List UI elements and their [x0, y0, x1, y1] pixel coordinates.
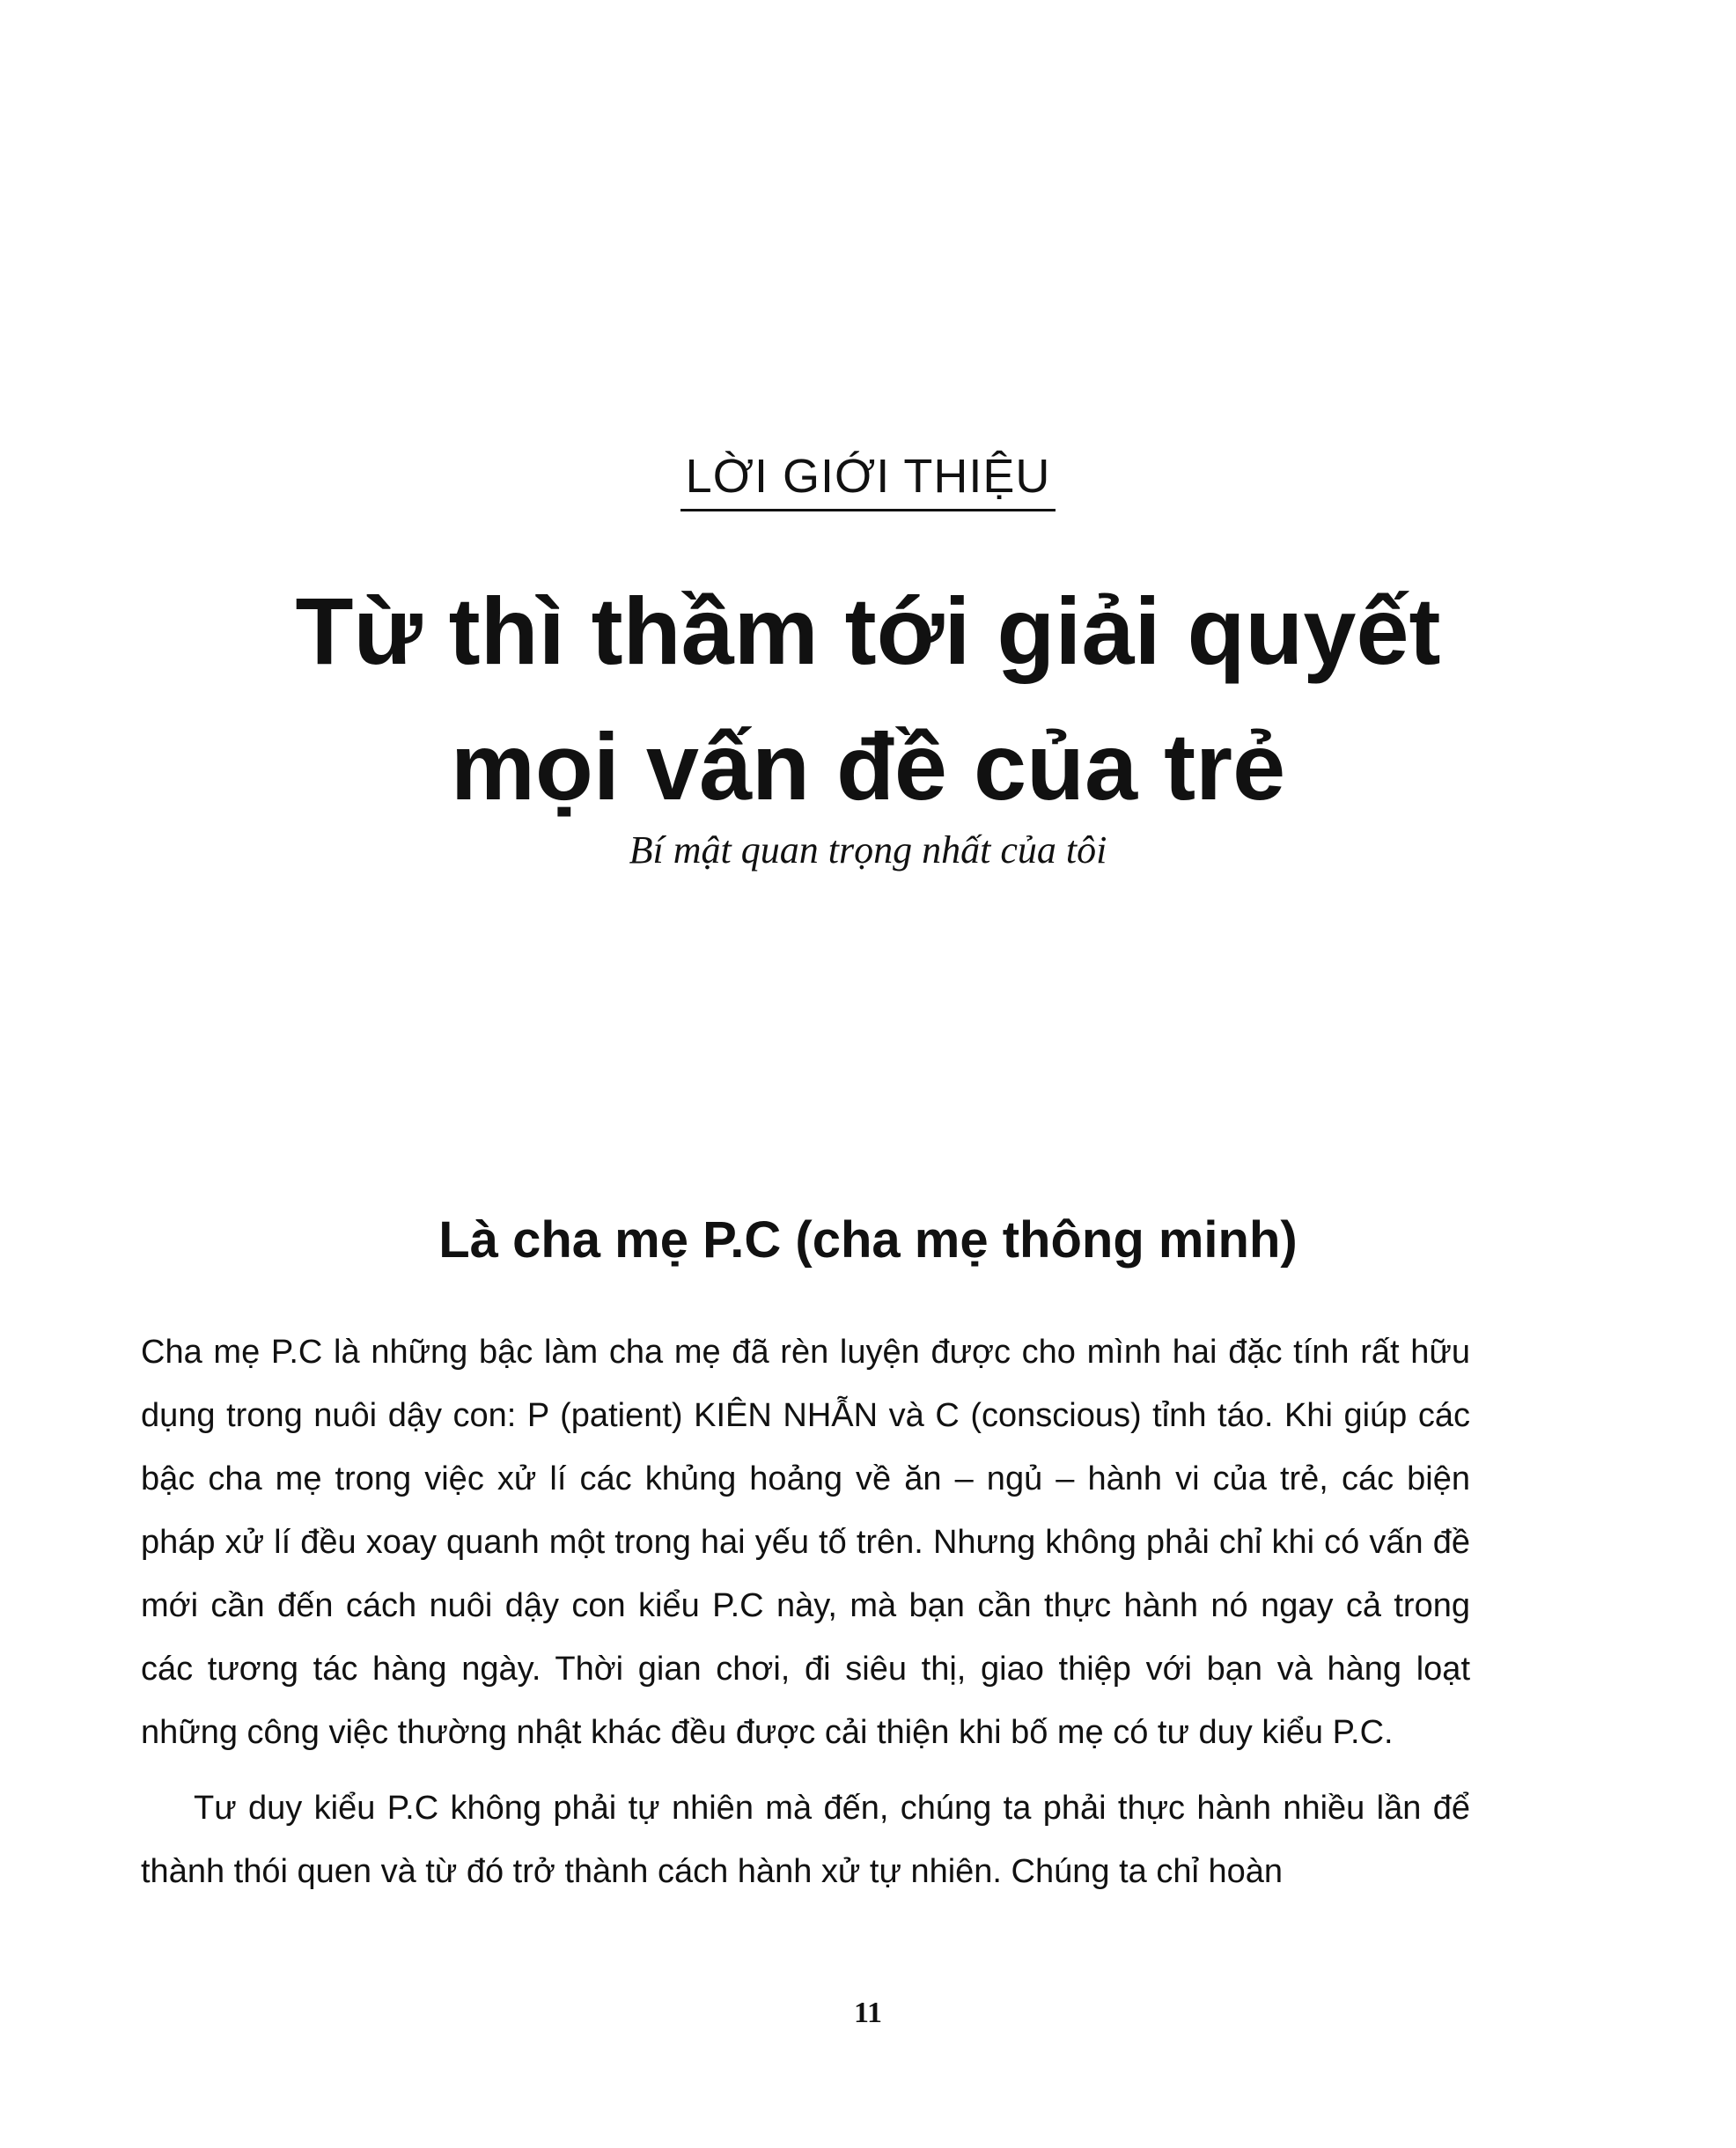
paragraph: Cha mẹ P.C là những bậc làm cha mẹ đã rèn luyện được cho mình hai đặc tính rất hữu dụng trong nuôi dậy con: P (patient) KIÊN NHẪN và C (conscious) tỉnh táo. Khi giúp các bậc cha mẹ trong việc xử lí các khủng hoảng về ăn – ngủ – hành vi của trẻ, các biện pháp xử lí đều xoay quanh một trong hai yếu tố trên. Nhưng không phải chỉ khi có vấn đề mới cần đến cách nuôi dậy con kiểu P.C này, mà bạn cần thực hành nó ngay cả trong các tương tác hàng ngày. Thời gian chơi, đi siêu thị, giao thiệp với bạn và hàng loạt những công việc thường nhật khác đều được cải thiện khi bố mẹ có tư duy kiểu P.C. — [141, 1334, 1470, 1751]
paragraph: Tư duy kiểu P.C không phải tự nhiên mà đến, chúng ta phải thực hành nhiều lần để thành thói quen và từ đó trở thành cách hành xử tự nhiên. Chúng ta chỉ hoàn — [141, 1790, 1470, 1890]
chapter-title — [0, 563, 1736, 835]
section-heading: Là cha mẹ P.C (cha mẹ thông minh) — [438, 1211, 1298, 1269]
section-label — [0, 449, 1736, 511]
chapter-title-line-1: Từ thì thầm tới giải quyết — [295, 577, 1441, 684]
chapter-title-line-2: mọi vấn đề của trẻ — [450, 713, 1286, 820]
chapter-subtitle: Bí mật quan trọng nhất của tôi — [629, 828, 1107, 872]
body-text — [141, 1320, 1470, 1916]
section-label-text: LỜI GIỚI THIỆU — [680, 449, 1056, 511]
page-number: 11 — [853, 1997, 883, 2029]
